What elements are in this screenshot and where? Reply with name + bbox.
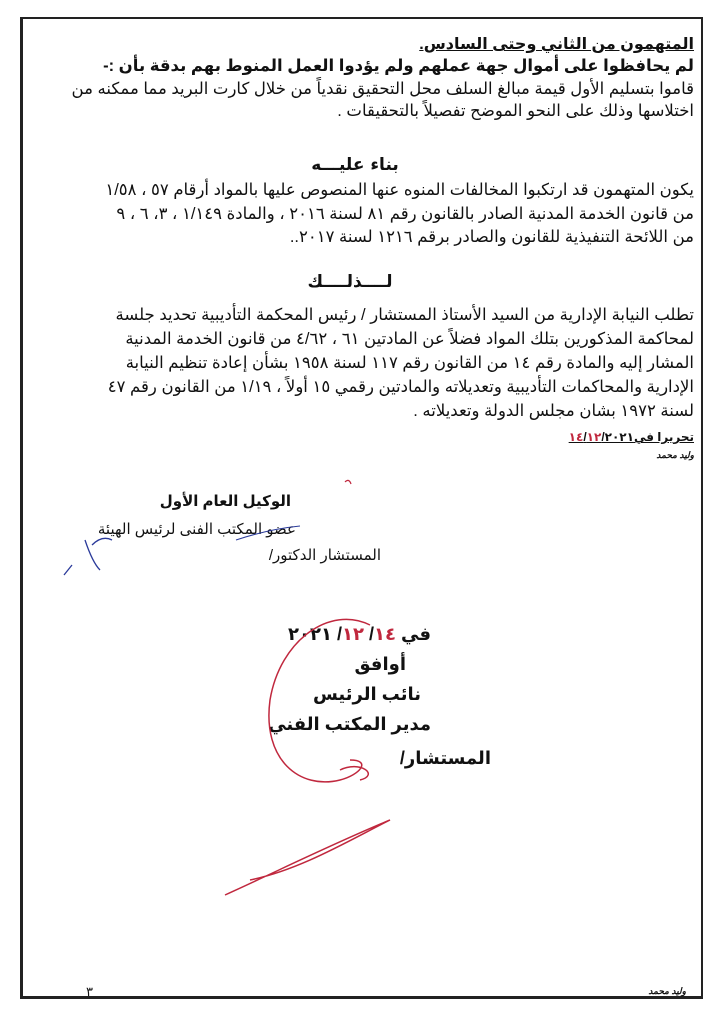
paragraph-line: من قانون الخدمة المدنية الصادر بالقانون رقم ٨١ لسنة ٢٠١٦ ، والمادة ١/١٤٩ ، ٣، ٦ ، ٩ xyxy=(116,205,694,223)
approval-month: ١٢ xyxy=(342,624,364,644)
charge-line: لم يحافظوا على أموال جهة عملهم ولم يؤدوا العمل المنوط بهم بدقة بأن :- xyxy=(103,57,694,75)
paragraph-line: لسنة ١٩٧٢ بشان مجلس الدولة وتعديلاته . xyxy=(413,402,694,420)
approval-position: نائب الرئيس xyxy=(312,684,421,704)
section-heading-accordingly: لــــذلــــك xyxy=(307,272,393,292)
author-name: وليد محمد xyxy=(656,450,694,460)
paragraph-line: يكون المتهمون قد ارتكبوا المخالفات المنوه عنها المنصوص عليها بالمواد أرقام ٥٧ ، ١/٥٨ xyxy=(105,181,694,199)
paragraph-line: اختلاسها وذلك على النحو الموضح تفصيلاً بالتحقيقات . xyxy=(337,102,694,120)
page-number: ٣ xyxy=(86,984,93,999)
signatory-name-label: المستشار الدكتور/ xyxy=(268,547,381,564)
approval-day: ١٤ xyxy=(374,624,396,644)
paragraph-line: المشار إليه والمادة رقم ١٤ من القانون رقم ١١٧ لسنة ١٩٥٨ بشأن إعادة تنظيم النيابة xyxy=(125,354,694,372)
signatory-title: الوكيل العام الأول xyxy=(159,493,291,510)
approval-name-label: المستشار/ xyxy=(399,748,491,768)
footer-author: وليد محمد xyxy=(648,986,686,996)
approval-approve: أوافق xyxy=(354,654,406,674)
paragraph-line: تطلب النيابة الإدارية من السيد الأستاذ المستشار / رئيس المحكمة التأديبية تحديد جلسة xyxy=(115,306,694,324)
paragraph-line: قاموا بتسليم الأول قيمة مبالغ السلف محل التحقيق نقدياً من خلال كارت البريد مما ممكنه من xyxy=(71,80,694,98)
paragraph-line: من اللائحة التنفيذية للقانون والصادر برقم ١٢١٦ لسنة ٢٠١٧.. xyxy=(289,228,694,246)
written-year: /٢٠٢١ xyxy=(601,430,634,444)
signatory-role: عضو المكتب الفنى لرئيس الهيئة xyxy=(97,521,296,538)
accused-heading: المتهمون من الثاني وحتى السادس. xyxy=(419,36,694,53)
approval-year: ٢٠٢١ xyxy=(288,624,332,644)
paragraph-line: الإدارية والمحاكمات التأديبية وتعديلاته والمادتين رقمي ١٥ أولاً ، ١/١٩ من القانون رقم ٤٧ xyxy=(107,378,694,396)
written-prefix: تحريرا في xyxy=(633,430,694,444)
written-month: ١٢ xyxy=(586,430,602,444)
written-date: تحريرا في١٤/١٢/٢٠٢١ xyxy=(568,430,694,444)
approval-date: في ١٤/ ١٢/ ٢٠٢١ xyxy=(288,624,431,644)
written-day: ١٤ xyxy=(568,430,584,444)
section-heading-therefore: بناء عليـــه xyxy=(311,155,399,175)
approval-date-prefix: في xyxy=(401,624,431,644)
approval-office: مدير المكتب الفني xyxy=(268,714,431,734)
paragraph-line: لمحاكمة المذكورين بتلك المواد فضلاً عن المادتين ٦١ ، ٤/٦٢ من قانون الخدمة المدنية xyxy=(125,330,694,348)
